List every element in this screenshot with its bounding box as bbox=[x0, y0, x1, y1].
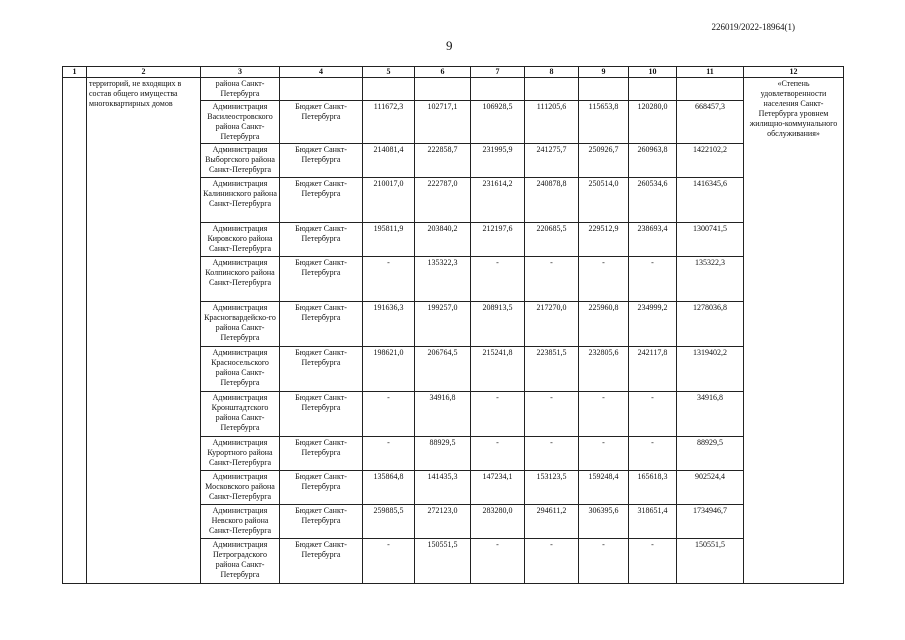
value-cell: 198621,0 bbox=[363, 347, 415, 392]
value-cell: 294611,2 bbox=[525, 505, 579, 539]
value-cell: 238693,4 bbox=[629, 223, 677, 257]
value-cell: 250514,0 bbox=[579, 178, 629, 223]
value-cell: 220685,5 bbox=[525, 223, 579, 257]
value-cell: - bbox=[579, 539, 629, 584]
total-cell: 1278036,8 bbox=[677, 302, 744, 347]
value-cell: 150551,5 bbox=[415, 539, 471, 584]
value-cell: 111205,6 bbox=[525, 101, 579, 144]
page-number: 9 bbox=[446, 38, 453, 53]
col-header: 4 bbox=[280, 67, 363, 78]
value-cell: - bbox=[629, 539, 677, 584]
value-cell: - bbox=[363, 437, 415, 471]
value-cell: 234999,2 bbox=[629, 302, 677, 347]
executor-cell: Администрация Петроградского района Санкт-Петербурга bbox=[201, 539, 280, 584]
value-cell: 115653,8 bbox=[579, 101, 629, 144]
value-cell: 165618,3 bbox=[629, 471, 677, 505]
executor-cell: Администрация Красногвардейско-го района Санкт-Петербурга bbox=[201, 302, 280, 347]
total-cell: 902524,4 bbox=[677, 471, 744, 505]
row-number-cell bbox=[63, 78, 87, 584]
source-cell: Бюджет Санкт-Петербурга bbox=[280, 144, 363, 178]
value-cell: 223851,5 bbox=[525, 347, 579, 392]
total-cell: 1416345,6 bbox=[677, 178, 744, 223]
value-cell bbox=[415, 78, 471, 101]
value-cell: 240878,8 bbox=[525, 178, 579, 223]
budget-table bbox=[62, 66, 844, 584]
value-cell: 159248,4 bbox=[579, 471, 629, 505]
value-cell: 259885,5 bbox=[363, 505, 415, 539]
value-cell: 260534,6 bbox=[629, 178, 677, 223]
value-cell: 111672,3 bbox=[363, 101, 415, 144]
total-cell: 1319402,2 bbox=[677, 347, 744, 392]
value-cell: 210017,0 bbox=[363, 178, 415, 223]
value-cell: 231614,2 bbox=[471, 178, 525, 223]
total-cell: 34916,8 bbox=[677, 392, 744, 437]
col-header: 10 bbox=[629, 67, 677, 78]
executor-cell: Администрация Калининского района Санкт-Петербурга bbox=[201, 178, 280, 223]
total-cell: 150551,5 bbox=[677, 539, 744, 584]
source-cell: Бюджет Санкт-Петербурга bbox=[280, 437, 363, 471]
measure-name-cell: территорий, не входящих в состав общего имущества многоквартирных домов bbox=[87, 78, 201, 584]
value-cell: 191636,3 bbox=[363, 302, 415, 347]
value-cell: - bbox=[579, 392, 629, 437]
col-header: 3 bbox=[201, 67, 280, 78]
value-cell: 88929,5 bbox=[415, 437, 471, 471]
executor-cell: Администрация Московского района Санкт-Петербурга bbox=[201, 471, 280, 505]
total-cell: 1734946,7 bbox=[677, 505, 744, 539]
source-cell: Бюджет Санкт-Петербурга bbox=[280, 223, 363, 257]
value-cell: 318651,4 bbox=[629, 505, 677, 539]
value-cell: 260963,8 bbox=[629, 144, 677, 178]
executor-cell: района Санкт-Петербурга bbox=[201, 78, 280, 101]
executor-cell: Администрация Кировского района Санкт-Петербурга bbox=[201, 223, 280, 257]
value-cell: 222858,7 bbox=[415, 144, 471, 178]
value-cell: - bbox=[471, 437, 525, 471]
value-cell: 250926,7 bbox=[579, 144, 629, 178]
value-cell: 206764,5 bbox=[415, 347, 471, 392]
source-cell bbox=[280, 78, 363, 101]
value-cell: 214081,4 bbox=[363, 144, 415, 178]
value-cell: - bbox=[471, 392, 525, 437]
source-cell: Бюджет Санкт-Петербурга bbox=[280, 178, 363, 223]
source-cell: Бюджет Санкт-Петербурга bbox=[280, 539, 363, 584]
value-cell: 306395,6 bbox=[579, 505, 629, 539]
value-cell: 242117,8 bbox=[629, 347, 677, 392]
value-cell: - bbox=[525, 539, 579, 584]
value-cell bbox=[579, 78, 629, 101]
document-id: 226019/2022-18964(1) bbox=[711, 22, 795, 32]
value-cell: - bbox=[629, 437, 677, 471]
value-cell: - bbox=[525, 392, 579, 437]
value-cell: 195811,9 bbox=[363, 223, 415, 257]
value-cell: - bbox=[525, 257, 579, 302]
value-cell bbox=[677, 78, 744, 101]
value-cell: - bbox=[525, 437, 579, 471]
source-cell: Бюджет Санкт-Петербурга bbox=[280, 347, 363, 392]
source-cell: Бюджет Санкт-Петербурга bbox=[280, 257, 363, 302]
value-cell: 215241,8 bbox=[471, 347, 525, 392]
indicator-cell: «Степень удовлетворенности населения Санкт-Петербурга уровнем жилищно-коммунального обслуживания» bbox=[744, 78, 844, 584]
total-cell: 668457,3 bbox=[677, 101, 744, 144]
total-cell: 1422102,2 bbox=[677, 144, 744, 178]
source-cell: Бюджет Санкт-Петербурга bbox=[280, 392, 363, 437]
executor-cell: Администрация Кронштадтского района Санкт-Петербурга bbox=[201, 392, 280, 437]
value-cell: 217270,0 bbox=[525, 302, 579, 347]
total-cell: 1300741,5 bbox=[677, 223, 744, 257]
value-cell: - bbox=[471, 539, 525, 584]
value-cell: - bbox=[363, 539, 415, 584]
value-cell: 199257,0 bbox=[415, 302, 471, 347]
col-header: 7 bbox=[471, 67, 525, 78]
value-cell: 120280,0 bbox=[629, 101, 677, 144]
value-cell: - bbox=[629, 257, 677, 302]
value-cell: 141435,3 bbox=[415, 471, 471, 505]
source-cell: Бюджет Санкт-Петербурга bbox=[280, 101, 363, 144]
value-cell: 229512,9 bbox=[579, 223, 629, 257]
value-cell: 203840,2 bbox=[415, 223, 471, 257]
col-header: 12 bbox=[744, 67, 844, 78]
value-cell: 135322,3 bbox=[415, 257, 471, 302]
value-cell bbox=[363, 78, 415, 101]
total-cell: 135322,3 bbox=[677, 257, 744, 302]
col-header: 1 bbox=[63, 67, 87, 78]
value-cell: 153123,5 bbox=[525, 471, 579, 505]
executor-cell: Администрация Невского района Санкт-Петербурга bbox=[201, 505, 280, 539]
source-cell: Бюджет Санкт-Петербурга bbox=[280, 505, 363, 539]
source-cell: Бюджет Санкт-Петербурга bbox=[280, 471, 363, 505]
executor-cell: Администрация Колпинского района Санкт-Петербурга bbox=[201, 257, 280, 302]
value-cell bbox=[471, 78, 525, 101]
col-header: 8 bbox=[525, 67, 579, 78]
value-cell: 241275,7 bbox=[525, 144, 579, 178]
continuation-row bbox=[63, 78, 844, 101]
value-cell: - bbox=[579, 437, 629, 471]
value-cell: 147234,1 bbox=[471, 471, 525, 505]
value-cell: 34916,8 bbox=[415, 392, 471, 437]
value-cell: 102717,1 bbox=[415, 101, 471, 144]
value-cell: 212197,6 bbox=[471, 223, 525, 257]
value-cell: - bbox=[579, 257, 629, 302]
col-header: 2 bbox=[87, 67, 201, 78]
value-cell: - bbox=[471, 257, 525, 302]
value-cell: 222787,0 bbox=[415, 178, 471, 223]
header-row bbox=[63, 67, 844, 78]
value-cell: - bbox=[363, 392, 415, 437]
value-cell: 225960,8 bbox=[579, 302, 629, 347]
value-cell: 232805,6 bbox=[579, 347, 629, 392]
value-cell: 272123,0 bbox=[415, 505, 471, 539]
col-header: 6 bbox=[415, 67, 471, 78]
value-cell: 231995,9 bbox=[471, 144, 525, 178]
value-cell: - bbox=[629, 392, 677, 437]
total-cell: 88929,5 bbox=[677, 437, 744, 471]
value-cell: - bbox=[363, 257, 415, 302]
executor-cell: Администрация Курортного района Санкт-Петербурга bbox=[201, 437, 280, 471]
value-cell bbox=[629, 78, 677, 101]
executor-cell: Администрация Выборгского района Санкт-Петербурга bbox=[201, 144, 280, 178]
executor-cell: Администрация Красносельского района Санкт-Петербурга bbox=[201, 347, 280, 392]
value-cell bbox=[525, 78, 579, 101]
value-cell: 208913,5 bbox=[471, 302, 525, 347]
value-cell: 135864,8 bbox=[363, 471, 415, 505]
col-header: 5 bbox=[363, 67, 415, 78]
executor-cell: Администрация Василеостровского района Санкт-Петербурга bbox=[201, 101, 280, 144]
col-header: 11 bbox=[677, 67, 744, 78]
source-cell: Бюджет Санкт-Петербурга bbox=[280, 302, 363, 347]
value-cell: 106928,5 bbox=[471, 101, 525, 144]
value-cell: 283280,0 bbox=[471, 505, 525, 539]
col-header: 9 bbox=[579, 67, 629, 78]
